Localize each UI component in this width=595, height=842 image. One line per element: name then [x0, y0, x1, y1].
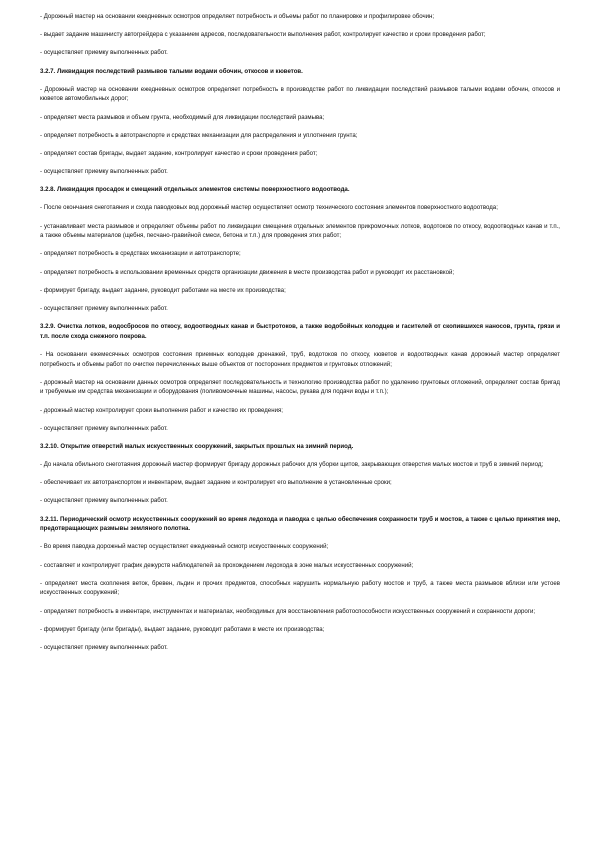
paragraph: - После окончания снеготаяния и схода паводковых вод дорожный мастер осуществляет осмотр технического состояния элементов поверхностного водоотвода;	[40, 204, 498, 212]
paragraph: - выдает задание машинисту автогрейдера с указанием адресов, последовательности выполнения работ, контролирует качество и сроки проведения работ;	[40, 31, 486, 39]
paragraph: - осуществляет приемку выполненных работ.	[40, 305, 168, 312]
paragraph: - устанавливает места размывов и определяет объемы работ по ликвидации смещения отдельных элементов прикромочных лотков, водотоков по откосу, водоотводных канав и т.п., а также объемы материалов (щебня, песчано-гравийной смеси, бетона и т.п.) для проведения этих работ;	[40, 222, 560, 240]
paragraph: - определяет потребность в использовании временных средств организации движения в месте производства работ и руководит их расстановкой;	[40, 268, 455, 276]
paragraph: - определяет места скопления веток, бревен, льдин и прочих предметов, способных нарушить нормальную работу мостов и труб, а также места размывов вблизи или устоев искусственных сооружений;	[40, 579, 560, 597]
paragraph: - составляет и контролирует график дежурств наблюдателей за прохождением ледохода в зоне малых искусственных сооружений;	[40, 561, 414, 569]
section-heading-3-2-11: 3.2.11. Периодический осмотр искусственных сооружений во время ледохода и паводка с целью обеспечения сохранности труб и мостов, а также с целью принятия мер, предотвращающих размывы земляного полотна.	[40, 515, 560, 533]
paragraph: - определяет состав бригады, выдает задание, контролирует качество и сроки проведения работ;	[40, 149, 318, 157]
paragraph: - Во время паводка дорожный мастер осуществляет ежедневный осмотр искусственных сооружений;	[40, 543, 329, 551]
section-heading-3-2-7: 3.2.7. Ликвидация последствий размывов талыми водами обочин, откосов и кюветов.	[40, 67, 303, 75]
paragraph: - формирует бригаду, выдает задание, руководит работами на месте их производства;	[40, 286, 286, 294]
document-page	[40, 12, 560, 661]
paragraph: - формирует бригаду (или бригады), выдает задание, руководит работами в месте их производства;	[40, 625, 325, 633]
paragraph: - осуществляет приемку выполненных работ.	[40, 497, 168, 505]
paragraph: - Дорожный мастер на основании ежедневных осмотров определяет потребность в производстве работ по ликвидации последствий размывов талыми водами обочин, откосов и кюветов автомобильных дорог;	[40, 85, 560, 103]
paragraph: - осуществляет приемку выполненных работ.	[40, 49, 168, 57]
paragraph: - На основании ежемесячных осмотров состояния приемных колодцев дренажей, труб, водотоков по откосу, кюветов и водоотводных канав дорожный мастер определяет потребность и объемы работ по очистке перечисленных выше объектов от посторонних предметов и грунтовых отложений;	[40, 350, 560, 368]
paragraph: - До начала обильного снеготаяния дорожный мастер формирует бригаду дорожных рабочих для уборки щитов, закрывающих отверстия малых мостов и труб в зимний период;	[40, 461, 544, 469]
section-heading-3-2-9: 3.2.9. Очистка лотков, водосбросов по откосу, водоотводных канав и быстротоков, а также водобойных колодцев и гасителей от скопившихся наносов, грунта, грязи и т.п. после схода снежного покрова.	[40, 323, 560, 340]
paragraph: - определяет потребность в средствах механизации и автотранспорте;	[40, 250, 241, 258]
paragraph: - дорожный мастер контролирует сроки выполнения работ и качество их проведения;	[40, 406, 283, 414]
section-heading-3-2-8: 3.2.8. Ликвидация просадок и смещений отдельных элементов системы поверхностного водоотвода.	[40, 186, 350, 194]
paragraph: - осуществляет приемку выполненных работ.	[40, 643, 168, 651]
paragraph: - определяет места размывов и объем грунта, необходимый для ликвидации последствий размыва;	[40, 113, 325, 121]
paragraph: - осуществляет приемку выполненных работ.	[40, 168, 168, 176]
paragraph: - определяет потребность в инвентаре, инструментах и материалах, необходимых для восстановления работоспособности искусственных сооружений и сохранности дороги;	[40, 607, 536, 615]
paragraph: - обеспечивает их автотранспортом и инвентарем, выдает задание и контролирует его выполнение в установленные сроки;	[40, 479, 392, 487]
paragraph: - осуществляет приемку выполненных работ.	[40, 424, 168, 432]
paragraph: - Дорожный мастер на основании ежедневных осмотров определяет потребность и объемы работ по планировке и профилировке обочин;	[40, 13, 435, 20]
paragraph: - дорожный мастер на основании данных осмотров определяет последовательность и технологию производства работ по удалению грунтовых отложений, определяет состав бригад и требуемые им средства механизации и оборудования (поливомоечные машины, насосы, рукава для подачи воды и т.п.);	[40, 378, 560, 396]
paragraph: - определяет потребность в автотранспорте и средствах механизации для распределения и уплотнения грунта;	[40, 131, 358, 139]
section-heading-3-2-10: 3.2.10. Открытие отверстий малых искусственных сооружений, закрытых прошлых на зимний период.	[40, 442, 354, 450]
